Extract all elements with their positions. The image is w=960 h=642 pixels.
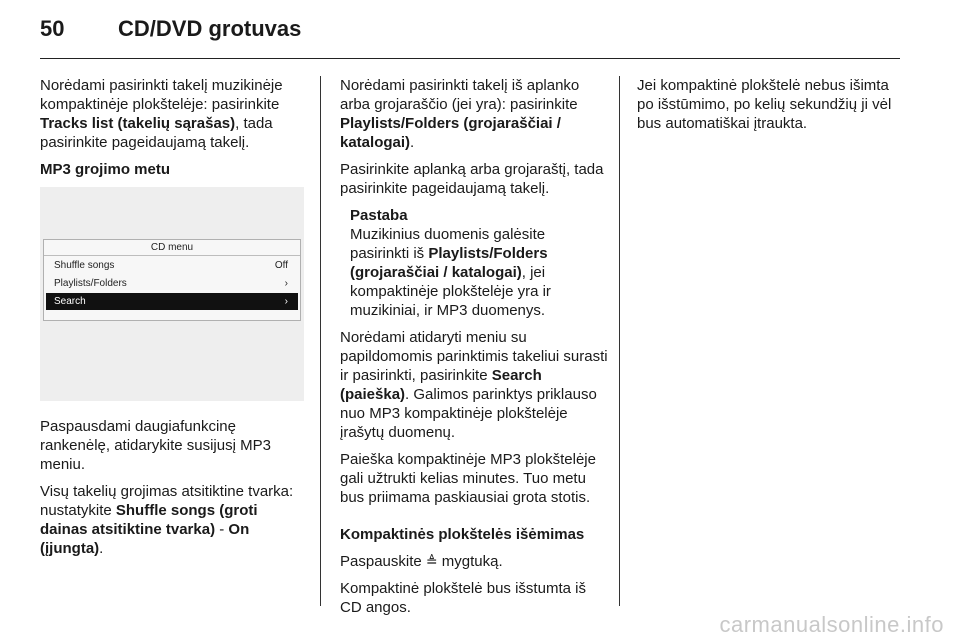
header-rule xyxy=(40,58,900,59)
menu-item-shuffle-songs: Shuffle songs Off xyxy=(46,257,298,274)
cd-menu-display xyxy=(43,239,301,321)
watermark: carmanualsonline.info xyxy=(719,612,944,637)
column-2 xyxy=(340,76,608,625)
chevron-right-icon: › xyxy=(284,296,288,307)
eject-icon: ≜ xyxy=(425,553,438,569)
page-title: CD/DVD grotuvas xyxy=(118,16,302,41)
cd-menu-screenshot xyxy=(40,187,304,401)
paragraph-open-menu: Paspausdami daugiafunkcinę rankenėlę, atidarykite susijusį MP3 meniu. xyxy=(40,418,271,473)
heading-cd-eject: Kompaktinės plokštelės išėmimas xyxy=(340,526,585,543)
cd-menu-title: CD menu xyxy=(44,240,300,256)
note-text: Muzikinius duomenis galėsite pasirinkti iš Playlists/Folders (grojaraščiai / katalogai), jei kompaktinėje plokštelėje yra ir muzikiniai, ir MP3 duomenys. xyxy=(350,226,551,319)
heading-mp3: MP3 grojimo metu xyxy=(40,161,171,178)
column-rule-left xyxy=(320,76,321,606)
chevron-right-icon: › xyxy=(284,278,288,289)
column-3 xyxy=(637,76,899,141)
paragraph-auto-reload: Jei kompaktinė plokštelė nebus išimta po išstūmimo, po kelių sekundžių ji vėl bus automatiškai įtraukta. xyxy=(637,77,892,132)
column-rule-right xyxy=(619,76,620,606)
menu-item-search: Search › xyxy=(46,293,298,310)
note-title: Pastaba xyxy=(350,207,408,224)
paragraph-search-time: Paieška kompaktinėje MP3 plokštelėje gali užtrukti kelias minutes. Tuo metu bus priimama paskiausiai grota stotis. xyxy=(340,451,596,506)
shuffle-value: Off xyxy=(274,260,288,271)
column-1 xyxy=(40,76,302,566)
paragraph-search: Norėdami atidaryti meniu su papildomomis parinktimis takeliui surasti ir pasirinkti, pasirinkite Search (paieška). Galimos parinktys priklauso nuo MP3 kompaktinėje plokštelėje įrašytų duomenų. xyxy=(340,329,608,441)
menu-item-playlists-folders: Playlists/Folders › xyxy=(46,275,298,292)
paragraph-press-eject: Paspauskite ≜ mygtuką. xyxy=(340,553,503,570)
paragraph-tracks-list: Norėdami pasirinkti takelį muzikinėje kompaktinėje plokštelėje: pasirinkite Tracks list (takelių sąrašas), tada pasirinkite pageidaujamą takelį. xyxy=(40,77,283,151)
paragraph-playlists: Norėdami pasirinkti takelį iš aplanko arba grojaraščio (jei yra): pasirinkite Playlists/Folders (grojaraščiai / katalogai). xyxy=(340,77,580,151)
note-block xyxy=(350,206,608,320)
paragraph-shuffle: Visų takelių grojimas atsitiktine tvarka: nustatykite Shuffle songs (groti dainas atsitiktine tvarka) - On (įjungta). xyxy=(40,483,294,557)
paragraph-cd-ejected: Kompaktinė plokštelė bus išstumta iš CD angos. xyxy=(340,580,586,616)
page-number: 50 xyxy=(40,16,65,41)
paragraph-select-folder: Pasirinkite aplanką arba grojaraštį, tada pasirinkite pageidaujamą takelį. xyxy=(340,161,604,197)
